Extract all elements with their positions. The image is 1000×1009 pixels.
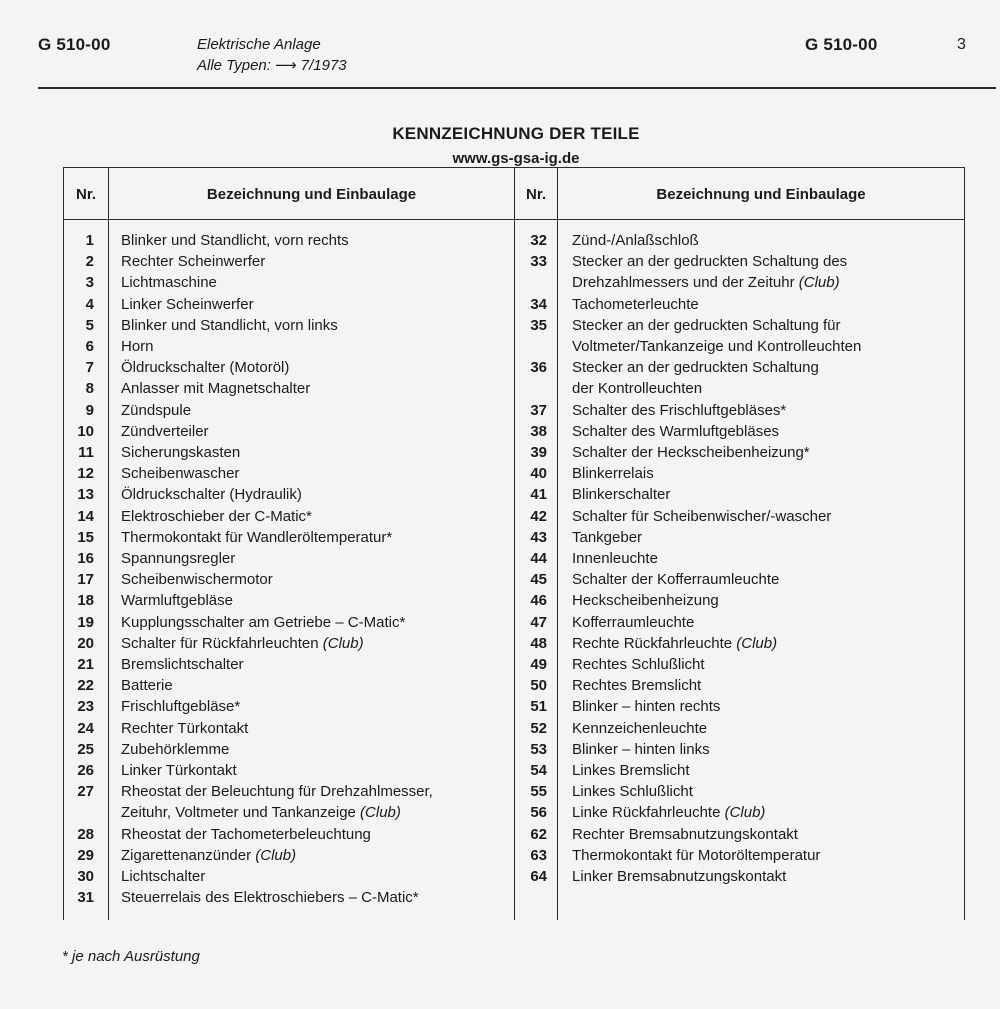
part-description-text: Tachometerleuchte (572, 295, 699, 313)
part-number: 25 (77, 740, 94, 758)
table-divider-1 (108, 167, 109, 920)
part-number: 47 (530, 613, 547, 631)
part-description-text: Rechtes Bremslicht (572, 677, 702, 695)
part-number: 64 (530, 868, 547, 885)
part-description-text: Scheibenwascher (121, 465, 240, 483)
part-description-text: Blinker und Standlicht, vorn rechts (121, 232, 349, 249)
part-number: 41 (530, 486, 547, 504)
part-description-text: Schalter des Warmluftgebläses (572, 422, 780, 440)
part-description-text: Horn (121, 338, 154, 355)
part-description (121, 506, 312, 527)
table-divider-3 (557, 167, 558, 920)
part-number: 17 (77, 571, 94, 589)
part-description-text: Stecker an der gedruckten Schaltung (572, 359, 819, 377)
part-number: 7 (85, 359, 94, 377)
part-number: 21 (77, 656, 94, 673)
part-number: 53 (530, 740, 547, 758)
part-description-text: Linker Scheinwerfer (121, 295, 254, 313)
subtitle-line-1: Elektrische Anlage (197, 36, 321, 53)
variant-note: (Club) (355, 804, 401, 822)
part-description (572, 781, 693, 802)
part-description (121, 336, 154, 357)
part-number: 35 (530, 316, 547, 334)
part-description-text: Bremslichtschalter (121, 656, 244, 673)
part-description-text: Linker Bremsabnutzungskontakt (572, 868, 787, 885)
part-description-text: Zündverteiler (121, 422, 209, 440)
part-description (572, 463, 654, 484)
part-description (572, 484, 670, 505)
part-description (572, 442, 810, 463)
part-description (572, 527, 642, 548)
part-description-text: Frischluftgebläse* (121, 698, 241, 716)
part-description-text: Zigarettenanzünder (121, 846, 252, 864)
part-description-text: Linker Türkontakt (121, 762, 237, 779)
part-description (572, 654, 705, 675)
part-number: 62 (530, 825, 547, 843)
part-number: 52 (530, 719, 547, 737)
part-description-text: Batterie (121, 677, 173, 695)
part-description (121, 845, 296, 866)
part-description (121, 294, 254, 315)
part-number: 29 (77, 846, 94, 864)
part-number: 6 (85, 338, 94, 355)
part-number: 14 (77, 507, 94, 525)
part-description (572, 251, 847, 272)
doc-code-left: G 510-00 (38, 35, 111, 54)
part-description-text: Zubehörklemme (121, 740, 230, 758)
part-description (572, 272, 840, 293)
part-description (572, 760, 690, 781)
part-number: 22 (77, 677, 94, 695)
part-description-text: Rechtes Schlußlicht (572, 656, 705, 673)
doc-subtitle (197, 34, 347, 76)
part-description (121, 760, 237, 781)
part-description (572, 802, 765, 823)
part-number: 42 (530, 507, 547, 525)
part-description (121, 421, 209, 442)
part-number: 49 (530, 656, 547, 673)
part-number: 27 (77, 783, 94, 801)
part-description-text: Kennzeichenleuchte (572, 719, 708, 737)
part-number: 10 (77, 422, 94, 440)
part-description-text: Blinkerschalter (572, 486, 671, 504)
part-number: 30 (77, 868, 94, 885)
part-description-text: Linke Rückfahrleuchte (572, 804, 721, 822)
website-url: www.gs-gsa-ig.de (452, 150, 580, 167)
part-description (121, 887, 419, 908)
part-description (121, 527, 392, 548)
part-description (121, 463, 239, 484)
part-number: 39 (530, 444, 547, 461)
part-description (572, 675, 701, 696)
part-number: 26 (77, 762, 94, 779)
part-number: 51 (530, 698, 547, 716)
part-description-text: Heckscheibenheizung (572, 592, 719, 610)
variant-note: (Club) (794, 274, 840, 292)
part-number: 31 (77, 889, 94, 907)
part-description-text: Öldruckschalter (Hydraulik) (121, 486, 302, 504)
part-description-text: Schalter des Frischluftgebläses* (572, 401, 787, 419)
part-description (572, 548, 658, 569)
part-description (121, 654, 244, 675)
part-description (121, 781, 433, 802)
part-number: 3 (85, 274, 94, 292)
subtitle-line-2: Alle Typen: ⟶ 7/1973 (197, 57, 347, 74)
part-number: 63 (530, 846, 547, 864)
part-description (572, 633, 777, 654)
part-number: 33 (530, 253, 547, 271)
col-header-nr-right: Nr. (525, 186, 546, 203)
part-number: 8 (85, 380, 94, 398)
part-description-text: Scheibenwischermotor (121, 571, 273, 589)
part-description-text: Kupplungsschalter am Getriebe – C-Matic* (121, 613, 406, 631)
part-description (572, 696, 720, 717)
part-description (572, 845, 820, 866)
doc-code-right: G 510-00 (805, 35, 878, 54)
part-description (121, 866, 205, 887)
part-number: 4 (85, 295, 94, 313)
part-description-text: Öldruckschalter (Motoröl) (121, 359, 290, 377)
header-rule (38, 87, 996, 89)
part-number: 40 (530, 465, 547, 483)
part-number: 24 (77, 719, 94, 737)
part-description (121, 675, 173, 696)
part-description (121, 569, 273, 590)
col-header-desc-left: Bezeichnung und Einbaulage (206, 186, 417, 203)
part-number: 50 (530, 677, 547, 695)
part-description-text: Zünd-/Anlaßschloß (572, 232, 699, 249)
part-description-text: Rechter Türkontakt (121, 719, 249, 737)
part-number: 12 (77, 465, 94, 483)
part-description-text: Sicherungskasten (121, 444, 241, 461)
part-description (572, 336, 861, 357)
part-description-text: Blinker und Standlicht, vorn links (121, 316, 338, 334)
part-number: 28 (77, 825, 94, 843)
part-description-text: Spannungsregler (121, 550, 236, 567)
part-number: 38 (530, 422, 547, 440)
part-description-text: Schalter für Scheibenwischer/-wascher (572, 507, 832, 525)
part-description (121, 357, 289, 378)
part-number: 45 (530, 571, 547, 589)
part-description (121, 378, 310, 399)
part-description (121, 442, 240, 463)
part-description-text: Zeituhr, Voltmeter und Tankanzeige (121, 804, 356, 822)
part-description-text: der Kontrolleuchten (572, 380, 703, 398)
part-description-text: Steuerrelais des Elektroschiebers – C-Matic* (121, 889, 419, 907)
part-description (572, 569, 779, 590)
part-description (121, 696, 240, 717)
part-description (572, 400, 786, 421)
col-header-desc-right: Bezeichnung und Einbaulage (656, 186, 866, 203)
part-number: 23 (77, 698, 94, 716)
part-description-text: Kofferraumleuchte (572, 613, 695, 631)
part-number: 16 (77, 550, 94, 567)
part-number: 13 (77, 486, 94, 504)
part-number: 19 (77, 613, 94, 631)
part-number: 1 (85, 232, 94, 249)
part-description-text: Tankgeber (572, 528, 643, 546)
part-description-text: Rechter Scheinwerfer (121, 253, 266, 271)
part-description (572, 230, 699, 251)
part-description (121, 739, 229, 760)
part-description-text: Stecker an der gedruckten Schaltung für (572, 316, 841, 334)
part-description (121, 484, 302, 505)
part-description-text: Linkes Schlußlicht (572, 783, 693, 801)
part-description (121, 612, 405, 633)
table-right-border (964, 167, 965, 920)
col-header-nr-left: Nr. (75, 186, 96, 203)
part-description-text: Warmluftgebläse (121, 592, 233, 610)
variant-note: (Club) (720, 804, 766, 822)
part-number: 55 (530, 783, 547, 801)
part-description-text: Anlasser mit Magnetschalter (121, 380, 311, 398)
part-description (121, 251, 265, 272)
part-number: 11 (78, 444, 94, 461)
part-number: 32 (530, 232, 547, 249)
part-description (572, 357, 819, 378)
part-description (572, 378, 702, 399)
footnote: * je nach Ausrüstung (62, 948, 200, 965)
part-number: 44 (530, 550, 547, 567)
part-description-text: Drehzahlmessers und der Zeituhr (572, 274, 795, 292)
part-description (121, 272, 217, 293)
part-description-text: Rechter Bremsabnutzungskontakt (572, 825, 798, 843)
part-description-text: Zündspule (121, 401, 192, 419)
part-description (572, 590, 719, 611)
part-number: 9 (85, 401, 94, 419)
part-description-text: Thermokontakt für Wandleröltemperatur* (121, 528, 393, 546)
part-description-text: Schalter für Rückfahrleuchten (121, 634, 319, 652)
part-description (121, 315, 338, 336)
part-number: 54 (530, 762, 547, 779)
part-description-text: Thermokontakt für Motoröltemperatur (572, 846, 821, 864)
part-number: 2 (85, 253, 94, 271)
part-description (572, 421, 779, 442)
part-description-text: Schalter der Kofferraumleuchte (572, 571, 780, 589)
part-number: 20 (77, 634, 94, 652)
part-description (121, 633, 364, 654)
part-description (572, 739, 710, 760)
part-number: 34 (530, 295, 547, 313)
part-description-text: Innenleuchte (572, 550, 658, 567)
part-description (572, 506, 831, 527)
part-description (121, 548, 235, 569)
part-description-text: Rheostat der Beleuchtung für Drehzahlmesser, (121, 783, 433, 801)
part-description-text: Rechte Rückfahrleuchte (572, 634, 733, 652)
part-description (121, 802, 401, 823)
part-number: 36 (530, 359, 547, 377)
part-description (572, 824, 798, 845)
part-description-text: Blinker – hinten rechts (572, 698, 721, 716)
page-number: 3 (957, 36, 966, 53)
part-description (121, 718, 248, 739)
part-description-text: Stecker an der gedruckten Schaltung des (572, 253, 848, 271)
part-description-text: Blinkerrelais (572, 465, 654, 483)
part-description (121, 400, 191, 421)
part-description (572, 718, 707, 739)
part-description (121, 590, 233, 611)
part-description-text: Lichtschalter (121, 868, 206, 885)
part-number: 37 (530, 401, 547, 419)
part-description-text: Rheostat der Tachometerbeleuchtung (121, 825, 371, 843)
part-number: 48 (530, 634, 547, 652)
part-number: 15 (77, 528, 94, 546)
part-description-text: Blinker – hinten links (572, 740, 710, 758)
part-description-text: Voltmeter/Tankanzeige und Kontrolleuchten (572, 338, 862, 355)
part-number: 43 (530, 528, 547, 546)
part-description (572, 294, 699, 315)
part-number: 46 (530, 592, 547, 610)
part-number: 18 (77, 592, 94, 610)
variant-note: (Club) (251, 846, 297, 864)
page-title: KENNZEICHNUNG DER TEILE (392, 124, 640, 143)
part-description (572, 612, 694, 633)
part-description (121, 230, 349, 251)
part-number: 5 (85, 316, 94, 334)
variant-note: (Club) (318, 634, 364, 652)
part-description (572, 315, 841, 336)
variant-note: (Club) (732, 634, 778, 652)
part-description-text: Lichtmaschine (121, 274, 217, 292)
part-description (572, 866, 786, 887)
part-description-text: Linkes Bremslicht (572, 762, 690, 779)
part-description-text: Elektroschieber der C-Matic* (121, 507, 312, 525)
part-number: 56 (530, 804, 547, 822)
part-description-text: Schalter der Heckscheibenheizung* (572, 444, 810, 461)
part-description (121, 824, 371, 845)
